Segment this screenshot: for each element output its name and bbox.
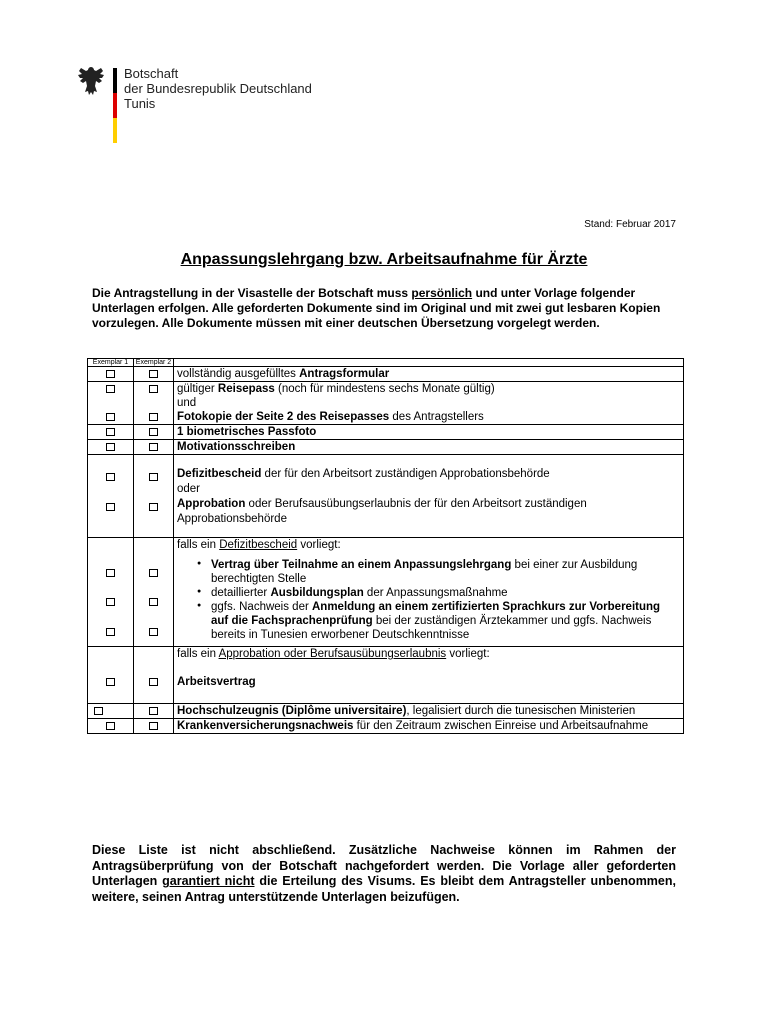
row-text <box>174 367 684 382</box>
checkbox[interactable] <box>106 385 115 393</box>
row-text <box>174 538 684 647</box>
checkbox[interactable] <box>149 503 158 511</box>
table-row <box>88 719 684 734</box>
row9-bold: Krankenversicherungsnachweis <box>177 720 354 732</box>
checkbox[interactable] <box>106 628 115 636</box>
row8-bold: Hochschulzeugnis (Diplôme universitaire) <box>177 705 407 717</box>
row6-b1-plain: bei einer zur Ausbildung berechtigten Stelle <box>211 559 638 585</box>
row6-b2-plain: detaillierter <box>211 587 271 599</box>
checkbox[interactable] <box>106 678 115 686</box>
embassy-line-1: Botschaft <box>124 66 179 81</box>
intro-paragraph <box>92 286 672 331</box>
checkbox[interactable] <box>94 707 103 715</box>
row2-bold1: Reisepass <box>217 383 275 395</box>
checkbox[interactable] <box>149 569 158 577</box>
row-text <box>174 647 684 704</box>
row6-b1-bold: Vertrag über Teilnahme an einem Anpassungslehrgang <box>211 559 512 571</box>
row7-intro-underlined: Approbation oder Berufsausübungserlaubnis <box>218 648 447 660</box>
table-row <box>88 538 684 647</box>
row6-b3-bold: Anmeldung an einem zertifizierten Sprachkurs zur Vorbereitung auf die Fachsprachenprüfung <box>211 601 661 627</box>
list-item <box>211 586 680 600</box>
checkbox[interactable] <box>106 503 115 511</box>
bullet-list <box>177 558 680 642</box>
row1-bold: Antragsformular <box>299 368 390 380</box>
row2-und: und <box>177 397 197 409</box>
embassy-line-3: Tunis <box>124 96 156 111</box>
intro-underlined: persönlich <box>411 286 473 300</box>
checkbox[interactable] <box>106 370 115 378</box>
checkbox[interactable] <box>106 473 115 481</box>
row-text <box>174 455 684 538</box>
closing-paragraph <box>92 843 676 905</box>
embassy-name <box>124 66 312 111</box>
row5-oder: oder <box>177 483 201 495</box>
header-exemplar-2: Exemplar 2 <box>134 359 174 367</box>
row5-plain1: der für den Arbeitsort zuständigen Approbationsbehörde <box>261 468 550 480</box>
embassy-line-2: der Bundesrepublik Deutschland <box>124 81 312 96</box>
row2-plain1: (noch für mindestens sechs Monate gültig) <box>274 383 495 395</box>
row-text <box>174 382 684 425</box>
checkbox[interactable] <box>149 370 158 378</box>
row-text: Motivationsschreiben <box>174 440 684 455</box>
row5-plain2: oder Berufsausübungserlaubnis der für den Arbeitsort zuständigen Approbationsbehörde <box>177 498 587 525</box>
table-header-row <box>88 359 684 367</box>
closing-text-2: die Erteilung des Visums. Es bleibt dem Antragsteller unbenommen, weitere, seinen Antrag unterstützende Unterlagen beizufügen. <box>92 874 676 904</box>
intro-text-1: Die Antragstellung in der Visastelle der Botschaft muss <box>92 286 412 300</box>
row2-bold2: Fotokopie der Seite 2 des Reisepasses <box>177 411 390 423</box>
table-row <box>88 382 684 425</box>
row5-bold1: Defizitbescheid <box>177 468 262 480</box>
flag-stripe-gold <box>113 118 117 143</box>
row9-plain: für den Zeitraum zwischen Einreise und Arbeitsaufnahme <box>353 720 649 732</box>
checkbox[interactable] <box>149 628 158 636</box>
row7-intro-pre: falls ein <box>177 648 219 660</box>
checkbox[interactable] <box>106 569 115 577</box>
flag-stripe-black <box>113 68 117 93</box>
document-date: Stand: Februar 2017 <box>584 219 676 230</box>
intro-text-2: und unter Vorlage folgender Unterlagen erfolgen. Alle geforderten Dokumente sind im Original und mit zwei gut lesbaren Kopien vorzulegen. Alle Dokumente müssen mit einer deutschen Übersetzung vorgelegt werden. <box>92 286 661 330</box>
checkbox[interactable] <box>149 598 158 606</box>
header-exemplar-1: Exemplar 1 <box>88 359 134 367</box>
row-text: 1 biometrisches Passfoto <box>174 425 684 440</box>
row1-plain: vollständig ausgefülltes <box>177 368 300 380</box>
row6-intro-pre: falls ein <box>177 539 220 551</box>
closing-underlined: garantiert nicht <box>162 874 255 888</box>
row6-intro-underlined: Defizitbescheid <box>219 539 298 551</box>
header-blank <box>174 359 684 367</box>
table-row <box>88 704 684 719</box>
row6-intro-post: vorliegt: <box>297 539 341 551</box>
list-item <box>211 600 680 642</box>
row5-bold2: Approbation <box>177 498 246 510</box>
row8-plain: , legalisiert durch die tunesischen Ministerien <box>406 705 636 717</box>
checkbox[interactable] <box>149 443 158 451</box>
requirements-table <box>87 358 684 734</box>
row2-plain2: des Antragstellers <box>389 411 484 423</box>
checkbox[interactable] <box>149 385 158 393</box>
checkbox[interactable] <box>106 428 115 436</box>
row6-b3-plain: ggfs. Nachweis der <box>211 601 312 613</box>
row7-intro-post: vorliegt: <box>446 648 490 660</box>
checkbox[interactable] <box>149 722 158 730</box>
checkbox[interactable] <box>149 428 158 436</box>
table-row <box>88 367 684 382</box>
checkbox[interactable] <box>106 443 115 451</box>
table-row <box>88 455 684 538</box>
federal-eagle-logo <box>77 65 105 97</box>
list-item <box>211 558 680 586</box>
checkbox[interactable] <box>106 413 115 421</box>
row7-bold: Arbeitsvertrag <box>177 676 256 688</box>
table-row <box>88 440 684 455</box>
checkbox[interactable] <box>149 413 158 421</box>
row6-b2-plain2: der Anpassungsmaßnahme <box>363 587 508 599</box>
page-title: Anpassungslehrgang bzw. Arbeitsaufnahme für Ärzte <box>180 251 588 268</box>
flag-stripe-red <box>113 93 117 118</box>
checkbox[interactable] <box>106 598 115 606</box>
checkbox[interactable] <box>149 473 158 481</box>
row2-plain-prefix: gültiger <box>177 383 218 395</box>
checkbox[interactable] <box>106 722 115 730</box>
table-row <box>88 647 684 704</box>
row-text <box>174 704 684 719</box>
row6-b2-bold: Ausbildungsplan <box>270 587 364 599</box>
checkbox[interactable] <box>149 678 158 686</box>
row6-b3-plain2: bei der zuständigen Ärztekammer und ggfs. Nachweis bereits in Tunesien erworbener Deutschkenntnisse <box>211 615 652 641</box>
checkbox[interactable] <box>149 707 158 715</box>
table-row <box>88 425 684 440</box>
flag-bar <box>113 68 117 142</box>
row-text <box>174 719 684 734</box>
closing-text-1: Diese Liste ist nicht abschließend. Zusätzliche Nachweise können im Rahmen der Antragsüberprüfung von der Botschaft nachgefordert werden. Die Vorlage aller geforderten Unterlagen <box>92 843 676 888</box>
